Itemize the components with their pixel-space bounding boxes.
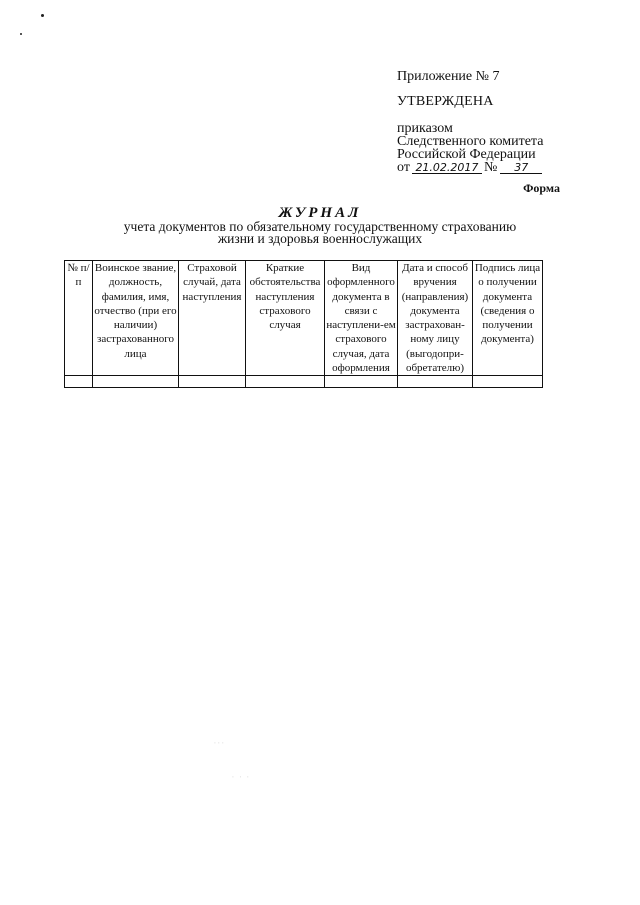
scan-speck [41,14,44,17]
column-header-document-type: Вид оформленного документа в связи с наступлени-ем страхового случая, дата оформления [326,262,396,375]
journal-title [90,206,550,245]
column-header-circumstances: Краткие обстоятельства наступления страхового случая [246,261,325,376]
column-header-delivery: Дата и способ вручения (направления) документа застрахован-ному лицу (выгодопри-обретателю) [398,261,473,376]
column-header-insured-person: Воинское звание, должность, фамилия, имя, отчество (при его наличии) застрахованного лица [93,261,179,376]
scan-speck [20,33,22,35]
approved-label: УТВЕРЖДЕНА [397,94,494,109]
order-label: приказом [397,121,453,136]
number-label: № [483,160,498,175]
table-cell [246,376,325,388]
column-header-signature: Подпись лица о получении документа (сведения о получении документа) [473,261,543,376]
table-cell [398,376,473,388]
handwritten-date: 21.02.2017 [412,162,482,174]
form-label: Форма [523,181,560,195]
column-header-insured-event: Страховой случай, дата наступления [179,261,246,376]
table-header-row [65,261,543,376]
issuer-line-1: Следственного комитета [397,134,544,149]
scan-noise: ‧‧‧ [214,741,226,747]
issuer-line-2: Российской Федерации [397,147,536,162]
appendix-number: Приложение № 7 [397,69,500,84]
approval-block [397,70,597,174]
table-row [65,376,543,388]
column-header-number: № п/п [65,261,93,376]
order-date-line [397,161,597,174]
scan-noise: ‧ ‧ ‧ [232,775,251,781]
table-cell [65,376,93,388]
table-cell [93,376,179,388]
table-cell [325,376,398,388]
journal-heading: ЖУРНАЛ [278,205,362,221]
journal-table [64,260,543,388]
journal-subtitle-line-1: учета документов по обязательному государственному страхованию [123,219,517,234]
journal-subtitle-line-2: жизни и здоровья военнослужащих [217,231,423,246]
table-cell [473,376,543,388]
handwritten-number: 37 [500,162,542,174]
table-cell [179,376,246,388]
from-label: от [397,160,410,175]
